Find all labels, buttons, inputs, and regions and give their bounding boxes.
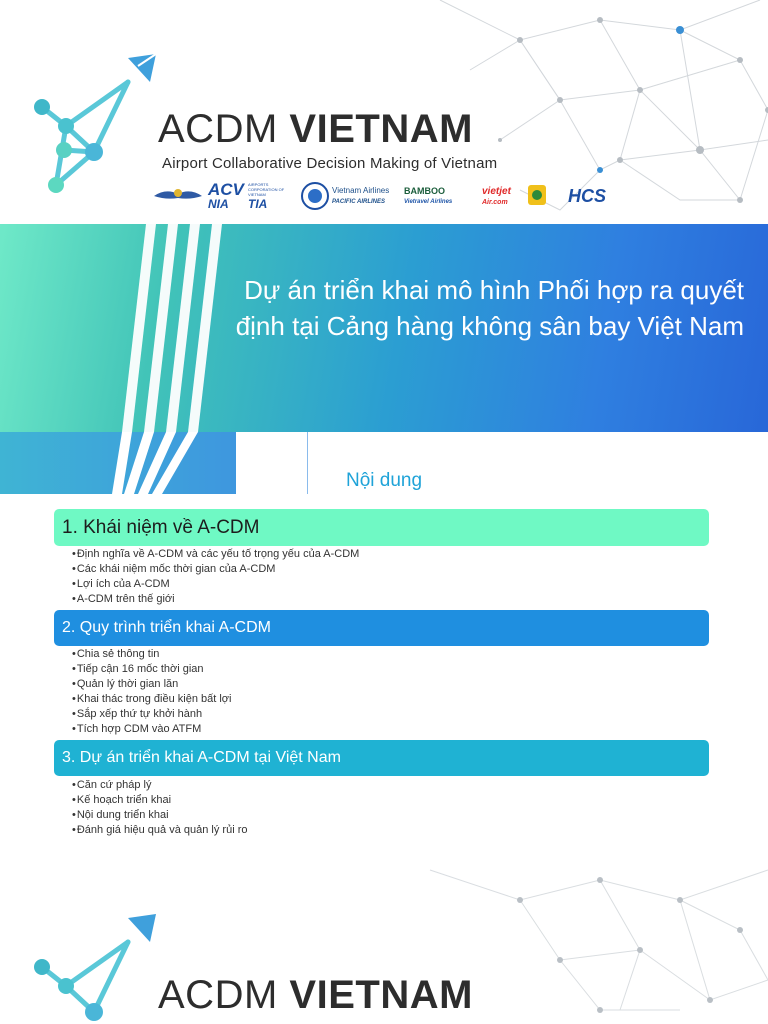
pacific-airlines-text: PACIFIC AIRLINES bbox=[332, 199, 386, 205]
hcs-logo bbox=[568, 178, 606, 214]
nia-text: NIA bbox=[208, 196, 229, 211]
vietjet-logo bbox=[482, 178, 511, 214]
list-item: • Nội dung triển khai bbox=[72, 808, 247, 823]
section-heading-1-label: 1. Khái niệm về A-CDM bbox=[62, 516, 260, 538]
list-item: • Tiếp cận 16 mốc thời gian bbox=[72, 662, 231, 677]
list-item: • A-CDM trên thế giới bbox=[72, 592, 359, 607]
acdm-logo-icon bbox=[28, 52, 160, 197]
list-item: • Lợi ích của A-CDM bbox=[72, 577, 359, 592]
list-item: • Kế hoạch triển khai bbox=[72, 793, 247, 808]
tia-text: TIA bbox=[248, 196, 268, 211]
acv-caption-text: AIRPORTS CORPORATION OF VIETNAM bbox=[248, 181, 285, 197]
acdm-logo-footer-icon bbox=[28, 912, 160, 1024]
partner-logos bbox=[152, 178, 622, 214]
list-item: • Khai thác trong điều kiện bất lợi bbox=[72, 692, 231, 707]
section-heading-1 bbox=[54, 509, 709, 546]
footer-brand-word-acdm: ACDM bbox=[158, 973, 278, 1017]
brand-title bbox=[158, 106, 473, 152]
caa-wings-icon bbox=[152, 178, 204, 214]
section-3-list bbox=[72, 778, 247, 838]
sasco-emblem-icon bbox=[526, 178, 548, 214]
brand-subtitle: Airport Collaborative Decision Making of Vietnam bbox=[162, 155, 498, 172]
acv-caption-logo bbox=[248, 178, 296, 214]
hcs-text: HCS bbox=[568, 186, 607, 206]
acv-logo bbox=[208, 178, 244, 214]
vietravel-text: Vietravel Airlines bbox=[404, 199, 453, 205]
vietjet-sub-text: Air.com bbox=[482, 198, 508, 206]
section-heading-3 bbox=[54, 740, 709, 776]
list-item: • Sắp xếp thứ tự khởi hành bbox=[72, 707, 231, 722]
vietnam-airlines-logo bbox=[332, 178, 389, 214]
brand-word-vietnam: VIETNAM bbox=[289, 107, 473, 151]
vatm-emblem-icon bbox=[300, 178, 330, 214]
acv-text: ACV bbox=[208, 179, 244, 199]
list-item: • Định nghĩa về A-CDM và các yếu tố trọng yếu của A-CDM bbox=[72, 547, 359, 562]
footer-brand-title bbox=[158, 972, 473, 1018]
list-item: • Chia sẻ thông tin bbox=[72, 647, 231, 662]
vietjet-text: vietjet bbox=[482, 185, 511, 197]
list-item: • Tích hợp CDM vào ATFM bbox=[72, 722, 231, 737]
list-item: • Các khái niệm mốc thời gian của A-CDM bbox=[72, 562, 359, 577]
section-heading-2-label: 2. Quy trình triển khai A-CDM bbox=[62, 619, 271, 636]
section-heading-2 bbox=[54, 610, 709, 646]
banner-title: Dự án triển khai mô hình Phối hợp ra quyết định tại Cảng hàng không sân bay Việt Nam bbox=[235, 275, 744, 341]
vietnam-airlines-text: Vietnam Airlines bbox=[332, 186, 390, 195]
section-1-list bbox=[72, 547, 359, 607]
section-heading-3-label: 3. Dự án triển khai A-CDM tại Việt Nam bbox=[62, 749, 341, 766]
brand-word-acdm: ACDM bbox=[158, 107, 278, 151]
footer-brand-word-vietnam: VIETNAM bbox=[289, 973, 473, 1017]
list-item: • Quản lý thời gian lăn bbox=[72, 677, 231, 692]
list-item: • Căn cứ pháp lý bbox=[72, 778, 247, 793]
bamboo-text: BAMBOO bbox=[404, 186, 445, 196]
list-item: • Đánh giá hiệu quả và quản lý rủi ro bbox=[72, 823, 247, 838]
toc-title: Nội dung bbox=[345, 470, 423, 491]
bamboo-logo bbox=[404, 178, 452, 214]
section-2-list bbox=[72, 647, 231, 737]
